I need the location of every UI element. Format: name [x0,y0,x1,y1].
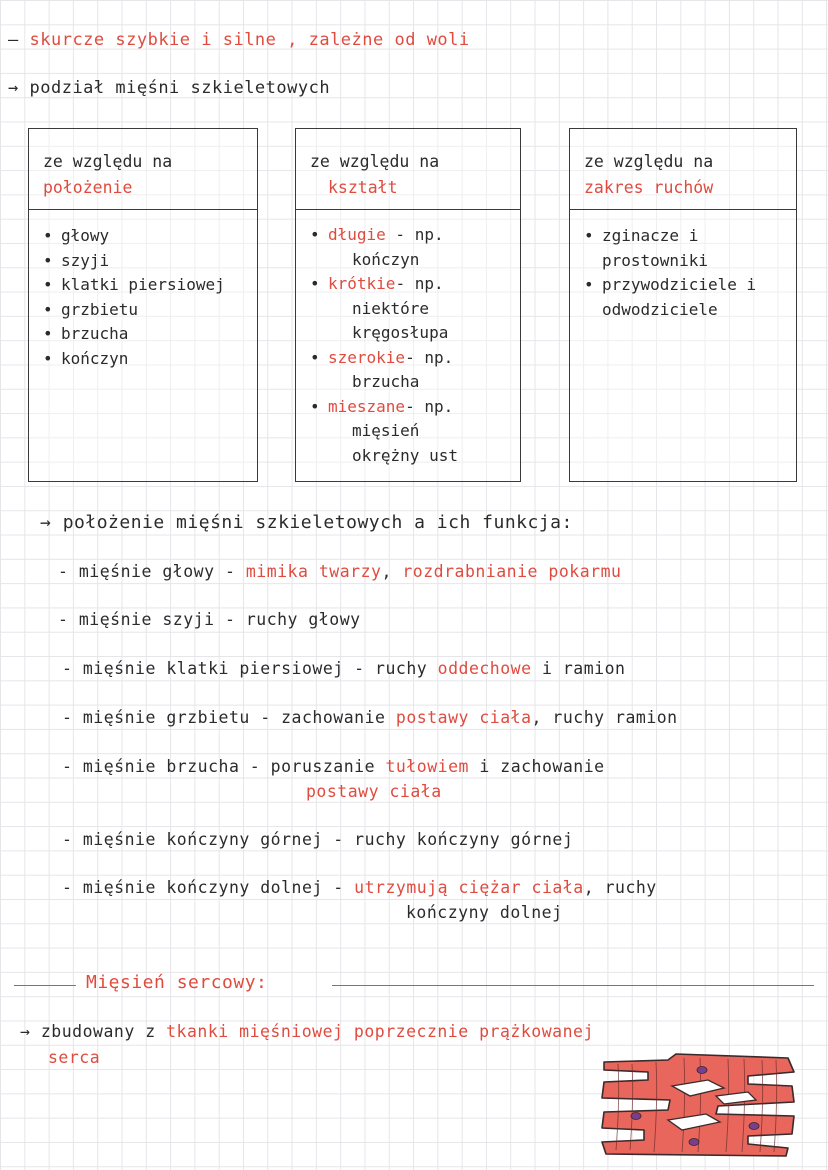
heart-description-cont: serca [48,1048,101,1067]
box-shape-heading [310,149,439,201]
heart-title: Mięsień sercowy: [86,972,268,993]
box-range [569,128,797,482]
box-shape-list [310,223,458,468]
list-item-cont: kończyn [352,249,420,269]
list-item: • brzucha [43,324,129,343]
list-item: • krótkie- np. [310,274,444,293]
box-heading-line1: ze względu na [43,152,173,171]
list-item: • szerokie- np. [310,347,454,367]
box-divider [570,209,796,210]
box-heading-line1: ze względu na [584,152,714,171]
list-item: • głowy [43,226,110,245]
list-item-cont: niektóre [352,298,430,318]
function-row: - mięśnie głowy - mimika twarzy, rozdrabnianie pokarmu [58,562,622,581]
box-heading-line2: zakres ruchów [584,178,714,197]
list-item: • zginacze i [584,226,699,245]
function-row: - mięśnie kończyny dolnej - utrzymują ciężar ciała, ruchy [62,878,657,897]
intro-line [8,30,470,50]
nucleus [697,1067,707,1074]
box-position [28,128,258,482]
function-row: - mięśnie brzucha - poruszanie tułowiem i zachowanie [62,757,605,776]
box-heading-line1: ze względu na [310,152,440,171]
box-range-heading [584,149,713,201]
box-divider [29,209,257,210]
arrow-icon: → [8,78,19,98]
function-row: - mięśnie kończyny górnej - ruchy kończyny górnej [62,830,574,849]
list-item: • kończyn [43,348,129,368]
list-item-cont: mięsień [352,421,420,440]
nucleus [689,1139,699,1146]
nucleus [631,1113,641,1120]
list-item: • grzbietu [43,299,139,319]
function-row: - mięśnie grzbietu - zachowanie postawy ciała, ruchy ramion [62,708,678,727]
function-row-cont: postawy ciała [306,782,442,801]
box-range-list [584,224,756,322]
list-item: • szyji [43,250,110,270]
list-item: • mieszane- np. [310,396,454,416]
nucleus [749,1123,759,1130]
list-item: • długie - np. [310,225,444,244]
list-item: • przywodziciele i [584,275,757,294]
list-item-cont: brzucha [352,372,420,391]
title-rule-right [332,985,814,986]
function-row: - mięśnie klatki piersiowej - ruchy oddechowe i ramion [62,659,626,678]
function-row: - mięśnie szyji - ruchy głowy [58,610,361,629]
function-row-cont: kończyny dolnej [406,903,563,922]
division-header-text: podział mięśni szkieletowych [29,78,331,98]
intro-text: skurcze szybkie i silne , zależne od woli [29,30,470,50]
arrow-icon: → [40,512,52,533]
location-header [40,512,573,533]
box-position-heading [43,149,172,201]
list-item-cont: prostowniki [602,250,708,270]
division-header [8,78,330,98]
list-item: • klatki piersiowej [43,275,225,294]
title-rule-left [14,985,76,986]
list-item-cont: odwodziciele [602,299,718,319]
list-item-cont: kręgosłupa [352,323,449,342]
cardiac-muscle-illustration [598,1050,798,1160]
arrow-icon: → [20,1022,31,1041]
box-shape [295,128,521,482]
box-divider [296,209,520,210]
heart-description: → zbudowany z tkanki mięśniowej poprzecznie prążkowanej [20,1022,594,1041]
location-header-text: położenie mięśni szkieletowych a ich funkcja: [62,512,573,533]
list-item-cont: okrężny ust [352,445,458,465]
box-heading-line2: kształt [328,178,398,197]
box-position-list [43,224,225,371]
box-heading-line2: położenie [43,178,133,197]
intro-dash: — [8,30,19,50]
